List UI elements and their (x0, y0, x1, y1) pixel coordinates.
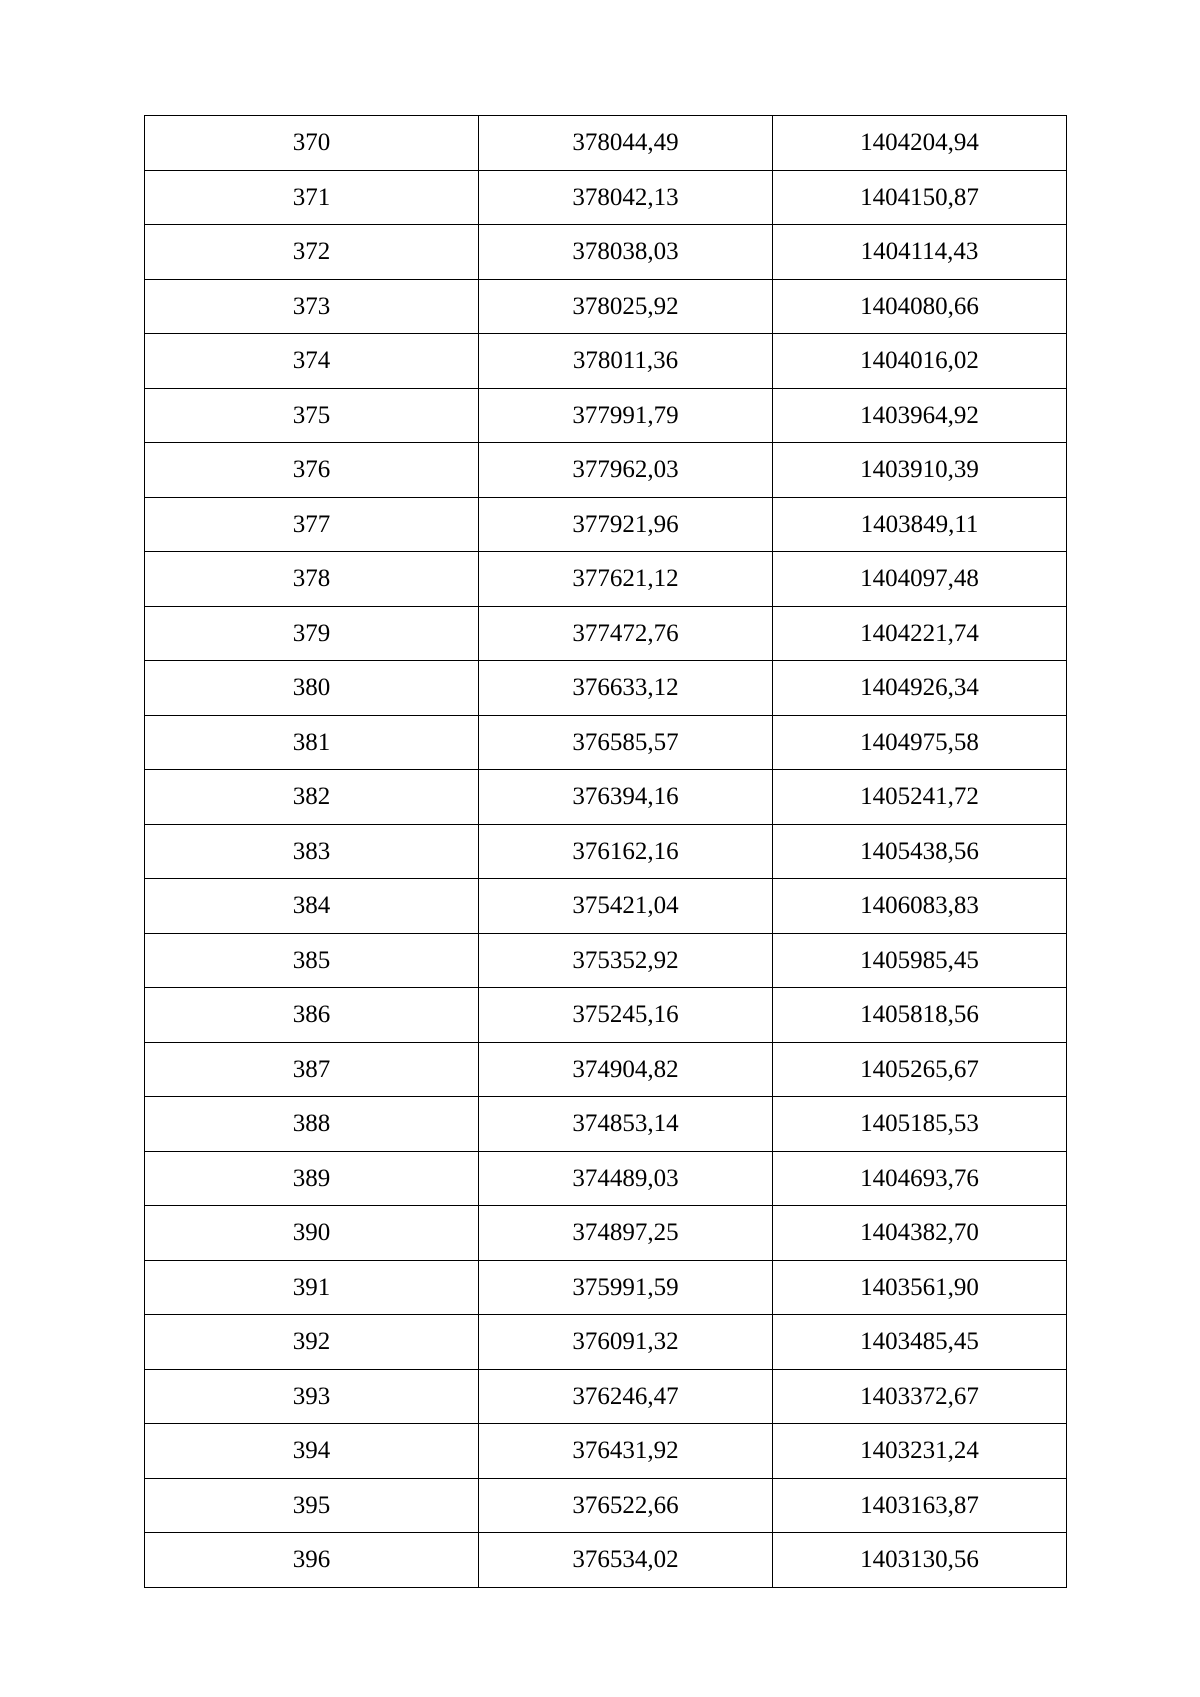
table-row (145, 116, 1067, 171)
y-coordinate-cell: 1404114,43 (773, 225, 1067, 280)
y-coordinate-cell: 1405265,67 (773, 1042, 1067, 1097)
point-number-cell: 380 (145, 661, 479, 716)
x-coordinate-cell: 375245,16 (479, 988, 773, 1043)
table-row (145, 661, 1067, 716)
y-coordinate-cell: 1404080,66 (773, 279, 1067, 334)
point-number-cell: 370 (145, 116, 479, 171)
x-coordinate-cell: 376091,32 (479, 1315, 773, 1370)
y-coordinate-cell: 1405818,56 (773, 988, 1067, 1043)
y-coordinate-cell: 1405438,56 (773, 824, 1067, 879)
table-row (145, 1478, 1067, 1533)
point-number-cell: 378 (145, 552, 479, 607)
x-coordinate-cell: 377472,76 (479, 606, 773, 661)
point-number-cell: 376 (145, 443, 479, 498)
table-row (145, 552, 1067, 607)
x-coordinate-cell: 376246,47 (479, 1369, 773, 1424)
y-coordinate-cell: 1405185,53 (773, 1097, 1067, 1152)
table-row (145, 933, 1067, 988)
y-coordinate-cell: 1404975,58 (773, 715, 1067, 770)
y-coordinate-cell: 1404097,48 (773, 552, 1067, 607)
x-coordinate-cell: 378044,49 (479, 116, 773, 171)
point-number-cell: 375 (145, 388, 479, 443)
y-coordinate-cell: 1404204,94 (773, 116, 1067, 171)
table-row (145, 170, 1067, 225)
point-number-cell: 379 (145, 606, 479, 661)
table-row (145, 1315, 1067, 1370)
point-number-cell: 386 (145, 988, 479, 1043)
x-coordinate-cell: 375991,59 (479, 1260, 773, 1315)
point-number-cell: 392 (145, 1315, 479, 1370)
table-row (145, 1206, 1067, 1261)
point-number-cell: 394 (145, 1424, 479, 1479)
point-number-cell: 391 (145, 1260, 479, 1315)
point-number-cell: 389 (145, 1151, 479, 1206)
coordinates-table-body (145, 116, 1067, 1588)
y-coordinate-cell: 1404016,02 (773, 334, 1067, 389)
x-coordinate-cell: 376431,92 (479, 1424, 773, 1479)
point-number-cell: 372 (145, 225, 479, 280)
point-number-cell: 388 (145, 1097, 479, 1152)
table-row (145, 715, 1067, 770)
x-coordinate-cell: 374897,25 (479, 1206, 773, 1261)
x-coordinate-cell: 376585,57 (479, 715, 773, 770)
point-number-cell: 395 (145, 1478, 479, 1533)
table-row (145, 334, 1067, 389)
x-coordinate-cell: 377921,96 (479, 497, 773, 552)
y-coordinate-cell: 1403485,45 (773, 1315, 1067, 1370)
x-coordinate-cell: 377621,12 (479, 552, 773, 607)
y-coordinate-cell: 1403561,90 (773, 1260, 1067, 1315)
table-row (145, 279, 1067, 334)
table-row (145, 443, 1067, 498)
point-number-cell: 385 (145, 933, 479, 988)
point-number-cell: 382 (145, 770, 479, 825)
table-row (145, 770, 1067, 825)
y-coordinate-cell: 1404693,76 (773, 1151, 1067, 1206)
y-coordinate-cell: 1404221,74 (773, 606, 1067, 661)
y-coordinate-cell: 1404926,34 (773, 661, 1067, 716)
y-coordinate-cell: 1403130,56 (773, 1533, 1067, 1588)
table-row (145, 1424, 1067, 1479)
point-number-cell: 387 (145, 1042, 479, 1097)
point-number-cell: 390 (145, 1206, 479, 1261)
x-coordinate-cell: 378011,36 (479, 334, 773, 389)
table-row (145, 497, 1067, 552)
y-coordinate-cell: 1404150,87 (773, 170, 1067, 225)
table-row (145, 988, 1067, 1043)
x-coordinate-cell: 377991,79 (479, 388, 773, 443)
point-number-cell: 393 (145, 1369, 479, 1424)
y-coordinate-cell: 1403372,67 (773, 1369, 1067, 1424)
table-row (145, 1260, 1067, 1315)
table-row (145, 824, 1067, 879)
point-number-cell: 383 (145, 824, 479, 879)
point-number-cell: 381 (145, 715, 479, 770)
table-row (145, 1151, 1067, 1206)
table-row (145, 388, 1067, 443)
table-row (145, 606, 1067, 661)
x-coordinate-cell: 376394,16 (479, 770, 773, 825)
y-coordinate-cell: 1403910,39 (773, 443, 1067, 498)
y-coordinate-cell: 1405985,45 (773, 933, 1067, 988)
x-coordinate-cell: 374489,03 (479, 1151, 773, 1206)
table-row (145, 1533, 1067, 1588)
x-coordinate-cell: 376162,16 (479, 824, 773, 879)
y-coordinate-cell: 1403849,11 (773, 497, 1067, 552)
y-coordinate-cell: 1403964,92 (773, 388, 1067, 443)
y-coordinate-cell: 1405241,72 (773, 770, 1067, 825)
table-row (145, 225, 1067, 280)
table-row (145, 1369, 1067, 1424)
x-coordinate-cell: 375421,04 (479, 879, 773, 934)
table-row (145, 1042, 1067, 1097)
table-row (145, 1097, 1067, 1152)
x-coordinate-cell: 378038,03 (479, 225, 773, 280)
y-coordinate-cell: 1406083,83 (773, 879, 1067, 934)
x-coordinate-cell: 378042,13 (479, 170, 773, 225)
coordinates-table (144, 115, 1067, 1588)
y-coordinate-cell: 1403163,87 (773, 1478, 1067, 1533)
point-number-cell: 377 (145, 497, 479, 552)
x-coordinate-cell: 377962,03 (479, 443, 773, 498)
x-coordinate-cell: 375352,92 (479, 933, 773, 988)
x-coordinate-cell: 376534,02 (479, 1533, 773, 1588)
x-coordinate-cell: 378025,92 (479, 279, 773, 334)
point-number-cell: 374 (145, 334, 479, 389)
point-number-cell: 371 (145, 170, 479, 225)
y-coordinate-cell: 1404382,70 (773, 1206, 1067, 1261)
point-number-cell: 396 (145, 1533, 479, 1588)
point-number-cell: 384 (145, 879, 479, 934)
table-row (145, 879, 1067, 934)
x-coordinate-cell: 376633,12 (479, 661, 773, 716)
y-coordinate-cell: 1403231,24 (773, 1424, 1067, 1479)
x-coordinate-cell: 376522,66 (479, 1478, 773, 1533)
x-coordinate-cell: 374853,14 (479, 1097, 773, 1152)
point-number-cell: 373 (145, 279, 479, 334)
x-coordinate-cell: 374904,82 (479, 1042, 773, 1097)
